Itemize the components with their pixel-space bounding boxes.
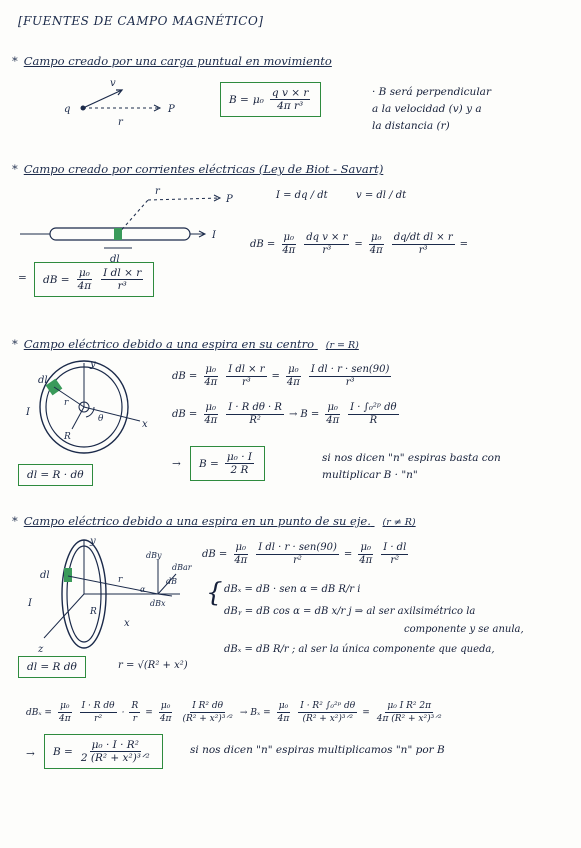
section-heading-biot-savart: * Campo creado por corrientes eléctricas (Ley de Biot - Savart) — [12, 162, 384, 176]
bullet-star-icon: * — [12, 337, 18, 351]
axis-alpha-label: α — [140, 585, 146, 594]
loop-r-label: r — [64, 398, 69, 408]
biot-savart-derivation: dB = $\frac{\text{μ₀}}{4\pi}$ $\frac{\text{dq v × r}}{\text{r³}}$ = $\frac{\text{μ₀}}{4\pi}$ $\frac{\text{dq/dt dl × r}}{\text{r³}}$ = — [250, 232, 469, 256]
axis-z-label: z — [38, 644, 44, 655]
axis-db-label: dB — [166, 577, 177, 586]
loop-axis-diagram — [0, 534, 200, 659]
system-line-1: dBₓ = dB · sen α = dB R/r i — [224, 584, 361, 595]
definition-velocity: v = dl / dt — [356, 190, 407, 201]
wire-dl-label: dl — [110, 254, 120, 265]
charge-label: q — [64, 104, 71, 115]
loop-current-label: I — [26, 407, 30, 418]
axis-r-label: r — [118, 575, 123, 585]
loop-y-axis-label: y — [90, 359, 96, 370]
r-definition: r = √(R² + x²) — [118, 660, 188, 671]
loop-x-axis-label: x — [142, 419, 148, 430]
loop-center-eq1: dB = $\frac{\text{μ₀}}{4\pi}$ $\frac{\text{I dl × r}}{\text{r³}}$ = $\frac{\text{μ₀}}{4\pi}$ $\frac{\text{I dl · r · sen(90)}}{\text{r³}}$ — [172, 364, 390, 388]
boxed-equation-loop-axis: B = $\frac{\text{μ₀ · I · R²}}{\text{2 (R² + x²)³ᐟ²}}$ — [44, 734, 163, 769]
axis-dl-label: dl — [40, 570, 50, 581]
loop-axis-eq2: dBₓ = $\frac{\text{μ₀}}{4\pi}$ $\frac{\text{I · R dθ}}{\text{r²}}$ · $\frac{R}{r}$ = $\frac{\text{μ₀}}{4\pi}$ $\frac{\text{I R² dθ}}{\text{(R² + x²)³ᐟ²}}$ → Bₓ = $\frac{\text{μ₀}}{4\pi}$ $\frac{\text{I · R² ∫₀²ᵖ dθ}}{\text{(R² + x²)³ᐟ²}}$ = $\frac{\text{μ₀ I R² 2π}}{\text{4π (R² + x²)³ᐟ²}}$ — [26, 701, 442, 724]
bullet-star-icon: * — [12, 54, 18, 68]
loop-dl-label: dl — [38, 375, 48, 386]
section-heading-loop-center: * Campo eléctrico debido a una espira en su centro (r = R) — [12, 337, 359, 351]
section-heading-point-charge: * Campo creado por una carga puntual en movimiento — [12, 54, 332, 68]
system-line-4: dBₓ = dB R/r ; al ser la única componente que queda, — [224, 644, 495, 655]
system-line-2: dBᵧ = dB cos α = dB x/r j ⇒ al ser axilsimétrico la — [224, 606, 476, 617]
bullet-star-icon: * — [12, 514, 18, 528]
loop-axis-eq1: dB = $\frac{\text{μ₀}}{4\pi}$ $\frac{\text{I dl · r · sen(90)}}{\text{r²}}$ = $\frac{\text{μ₀}}{4\pi}$ $\frac{I \cdot dl}{\text{r²}}$ — [202, 542, 407, 566]
axis-dby-label: dBy — [146, 551, 162, 560]
axis-x-label: x — [124, 618, 130, 629]
loop-radius-label: R — [64, 432, 71, 442]
wire-point-label: P — [226, 194, 233, 205]
system-line-3: componente y se anula, — [404, 624, 524, 635]
wire-current-label: I — [212, 230, 216, 241]
point-charge-diagram — [0, 80, 200, 130]
axis-dbar-label: dBar — [172, 563, 192, 572]
boxed-equation-point-charge: B = μ₀ $\frac{\text{q v × r}}{\text{4π r³}}$ — [220, 82, 321, 117]
axis-radius-label: R — [90, 607, 97, 617]
axis-dbx-label: dBx — [150, 599, 166, 608]
axis-current-label: I — [28, 598, 32, 609]
section-heading-loop-axis: * Campo eléctrico debido a una espira en un punto de su eje. (r ≠ R) — [12, 514, 416, 528]
note-perpendicular: · B será perpendicular a la velocidad (v) y a la distancia (r) — [372, 86, 491, 132]
bullet-star-icon: * — [12, 162, 18, 176]
loop-center-boxed-arrow: → — [172, 458, 181, 470]
definition-current: I = dq / dt — [276, 190, 328, 201]
page-title: [FUENTES DE CAMPO MAGNÉTICO] — [18, 14, 264, 28]
boxed-equation-loop-center: B = $\frac{\text{μ₀ · I}}{2 R}$ — [190, 446, 265, 481]
system-brace-icon: { — [206, 578, 223, 608]
axis-y-label: y — [90, 536, 96, 547]
boxed-equation-biot-savart: dB = $\frac{\text{μ₀}}{4\pi}$ $\frac{\text{I dl × r}}{\text{r³}}$ — [34, 262, 154, 297]
distance-label: r — [118, 117, 123, 128]
loop-center-eq2: dB = $\frac{\text{μ₀}}{4\pi}$ $\frac{\text{I · R dθ · R}}{\text{R²}}$ → B = $\frac{\text{μ₀}}{4\pi}$ $\frac{\text{I · ∫₀²ᵖ dθ}}{R}$ — [172, 402, 397, 426]
boxed-dl-axis-definition: dl = R dθ — [18, 656, 86, 678]
loop-theta-label: θ — [98, 414, 104, 424]
note-n-loops-center: si nos dicen "n" espiras basta con multiplicar B · "n" — [322, 452, 501, 481]
note-n-loops-axis: si nos dicen "n" espiras multiplicamos "n" por B — [190, 744, 445, 756]
loop-center-diagram — [0, 355, 160, 465]
boxed-prefix-equals: = — [18, 272, 27, 284]
velocity-label: v — [110, 78, 116, 89]
loop-axis-boxed-arrow: → — [26, 748, 35, 760]
wire-diagram — [0, 186, 240, 266]
wire-r-label: r — [155, 186, 160, 197]
boxed-dl-definition: dl = R · dθ — [18, 464, 93, 486]
point-label: P — [168, 104, 175, 115]
